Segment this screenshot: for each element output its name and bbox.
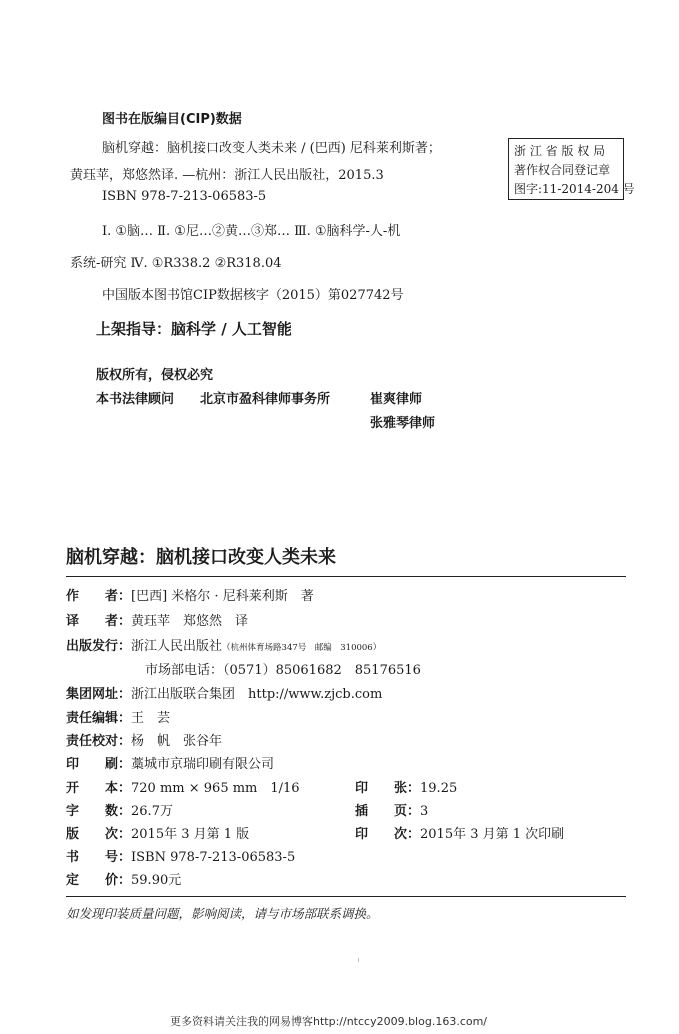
editor-row	[66, 707, 170, 726]
sheets-row	[355, 777, 457, 796]
edition-value: 2015年 3 月第 1 版	[131, 827, 250, 842]
publisher-label: 出版发行：	[66, 639, 132, 654]
format-row	[66, 777, 300, 796]
price-label: 定 价：	[66, 873, 132, 888]
printing-value: 2015年 3 月第 1 次印刷	[420, 827, 565, 842]
printer-row	[66, 753, 274, 772]
publisher-value: 浙江人民出版社	[131, 639, 223, 654]
words-row	[66, 800, 173, 819]
footer-blog-link[interactable]: 更多资料请关注我的网易博客http://ntccy2009.blog.163.com/	[170, 1015, 488, 1028]
printer-label: 印 刷：	[66, 757, 132, 772]
book-title: 脑机穿越：脑机接口改变人类未来	[66, 547, 336, 568]
page-mark	[358, 958, 359, 962]
price-row	[66, 869, 181, 888]
shelf-guide: 上架指导：脑科学 / 人工智能	[96, 320, 292, 338]
lawyer-1: 崔爽律师	[370, 392, 423, 407]
translator-row	[66, 610, 248, 629]
format-label: 开 本：	[66, 781, 132, 796]
quality-notice: 如发现印装质量问题，影响阅读，请与市场部联系调换。	[66, 906, 379, 921]
plates-row	[355, 800, 428, 819]
editor-label: 责任编辑：	[66, 711, 132, 726]
isbn-row	[66, 846, 295, 865]
registration-line-2: 著作权合同登记章	[514, 163, 611, 177]
group-value: 浙江出版联合集团 http://www.zjcb.com	[131, 687, 383, 702]
publisher-address: （杭州体育场路347号 邮编 310006）	[222, 643, 382, 653]
title-rule	[66, 576, 626, 577]
isbn-label: 书 号：	[66, 850, 132, 865]
cip-line-1: 脑机穿越：脑机接口改变人类未来 / (巴西) 尼科莱利斯著；	[102, 141, 441, 156]
editor-value: 王 芸	[131, 711, 171, 726]
legal-counsel-label: 本书法律顾问	[96, 392, 175, 407]
price-value: 59.90元	[131, 873, 182, 888]
proofreader-value: 杨 帆 张谷年	[131, 734, 223, 749]
publisher-row	[66, 635, 381, 654]
cip-line-6-cip-number: 中国版本图书馆CIP数据核字（2015）第027742号	[102, 288, 404, 303]
words-value: 26.7万	[131, 804, 173, 819]
bottom-rule	[66, 896, 626, 897]
law-firm: 北京市盈科律师事务所	[200, 392, 331, 407]
plates-value: 3	[420, 804, 429, 819]
lawyer-2: 张雅琴律师	[370, 416, 436, 431]
sheets-value: 19.25	[420, 781, 458, 796]
translator-label: 译 者：	[66, 614, 132, 629]
cip-heading: 图书在版编目(CIP)数据	[102, 112, 242, 127]
registration-line-3: 图字:11-2014-204 号	[514, 182, 635, 196]
marketing-phone: 市场部电话：（0571）85061682 85176516	[145, 663, 421, 678]
rights-reserved: 版权所有，侵权必究	[96, 368, 214, 383]
printing-row	[355, 823, 564, 842]
edition-row	[66, 823, 249, 842]
cip-line-3-isbn: ISBN 978-7-213-06583-5	[102, 189, 267, 204]
author-value: [巴西] 米格尔 · 尼科莱利斯 著	[131, 589, 314, 604]
edition-label: 版 次：	[66, 827, 132, 842]
author-row	[66, 585, 314, 604]
copyright-registration-box	[508, 138, 635, 200]
cip-line-2: 黄珏苹，郑悠然译. —杭州：浙江人民出版社，2015.3	[70, 168, 384, 183]
proofreader-row	[66, 730, 222, 749]
group-label: 集团网址：	[66, 687, 132, 702]
format-value: 720 mm × 965 mm 1/16	[131, 781, 300, 796]
group-row	[66, 683, 382, 702]
registration-line-1: 浙 江 省 版 权 局	[514, 144, 606, 158]
cip-line-4-classification: Ⅰ. ①脑… Ⅱ. ①尼…②黄…③郑… Ⅲ. ①脑科学-人-机	[102, 224, 401, 239]
printing-label: 印 次：	[355, 827, 421, 842]
words-label: 字 数：	[66, 804, 132, 819]
proofreader-label: 责任校对：	[66, 734, 132, 749]
plates-label: 插 页：	[355, 804, 421, 819]
printer-value: 藁城市京瑞印刷有限公司	[131, 757, 275, 772]
translator-value: 黄珏苹 郑悠然 译	[131, 614, 249, 629]
cip-line-5-classification: 系统-研究 Ⅳ. ①R338.2 ②R318.04	[70, 256, 282, 271]
author-label: 作 者：	[66, 589, 132, 604]
isbn-value: ISBN 978-7-213-06583-5	[131, 850, 296, 865]
sheets-label: 印 张：	[355, 781, 421, 796]
